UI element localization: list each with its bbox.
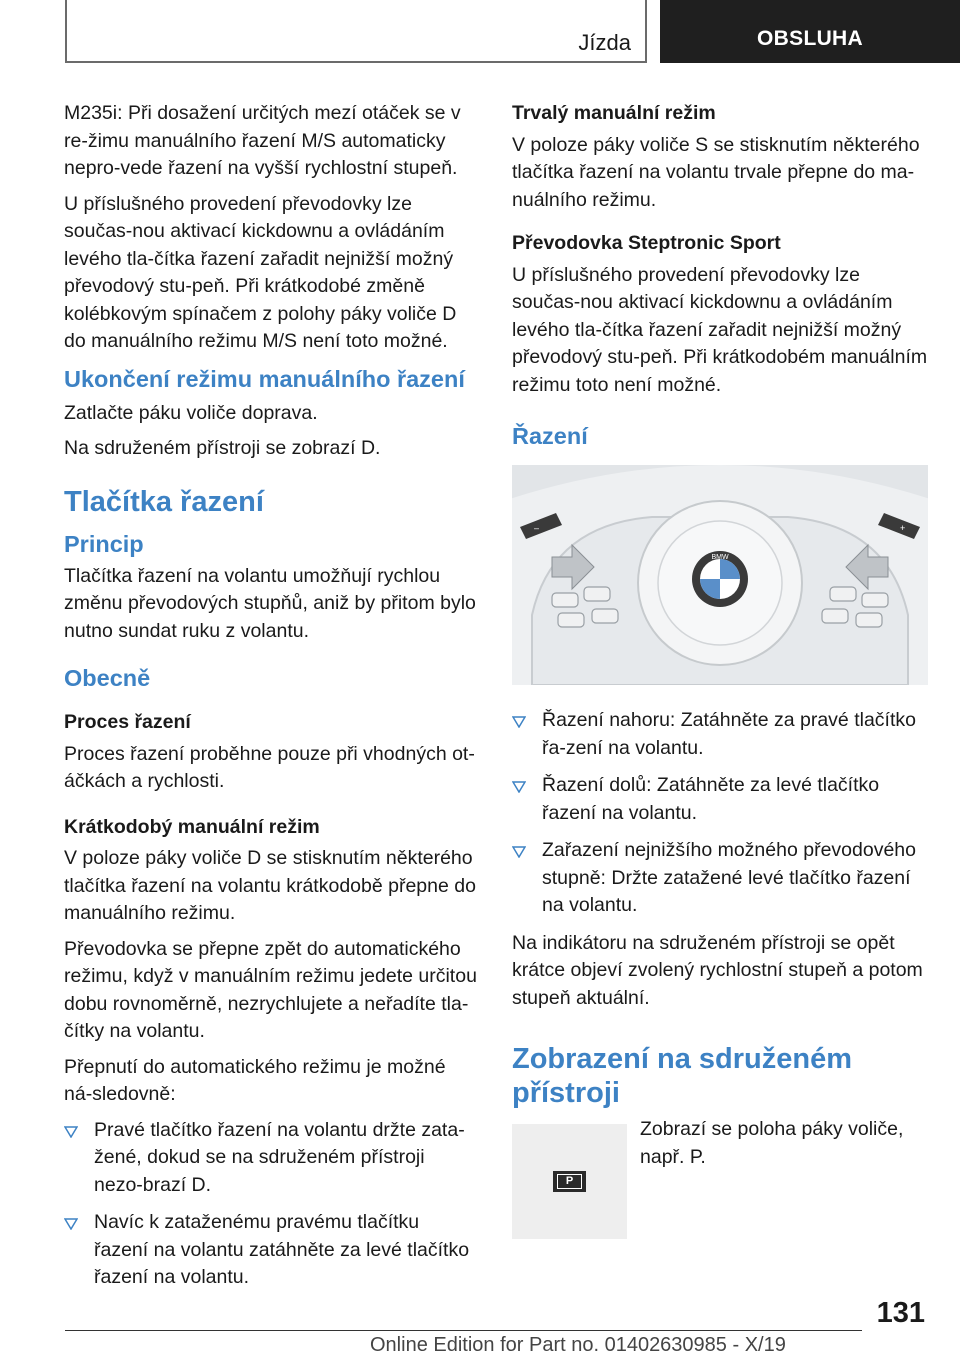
svg-text:BMW: BMW — [711, 554, 729, 561]
heading-permanent-manual: Trvalý manuální režim — [512, 102, 716, 124]
paragraph: V poloze páky voliče D se stisknutím některého tlačítka řazení na volantu krátkodobě přepne do manuálního režimu. — [64, 847, 476, 924]
heading-shift-process: Proces řazení — [64, 711, 191, 733]
steering-wheel-image — [512, 465, 928, 685]
paragraph: Tlačítka řazení na volantu umožňují rychlou změnu převodových stupňů, aniž by přitom bylo nutno sundat ruku z volantu. — [64, 564, 476, 642]
list-item-text: Zařazení nejnižšího možného převodového stupně: Držte zatažené levé tlačítko řazení na volantu. — [542, 839, 916, 916]
paragraph: U příslušného provedení převodovky lze součas-nou aktivací kickdownu a ovládáním levého tla-čítka řazení zařadit nejnižší možný převodový stu-peň. Při krátkodobém manuálním režimu toto není možné. — [512, 263, 928, 396]
triangle-bullet-icon — [64, 1218, 78, 1230]
paragraph: V poloze páky voliče S se stisknutím některého tlačítka řazení na volantu trvale přepne do ma-nuálního režimu. — [512, 133, 920, 211]
heading-temporary-manual: Krátkodobý manuální režim — [64, 815, 320, 838]
triangle-bullet-icon — [512, 846, 526, 858]
list-item-text: Řazení nahoru: Zatáhněte za pravé tlačítko řa-zení na volantu. — [542, 709, 916, 759]
paragraph: Převodovka se přepne zpět do automatického režimu, když v manuálním režimu jedete určitou dobu rovnoměrně, nezrychlujete a neřadíte tla-čítky na volantu. — [64, 937, 477, 1042]
bullet-list — [64, 1117, 478, 1292]
left-column — [64, 100, 478, 1302]
list-item-text: Navíc k zataženému pravému tlačítku řazení na volantu zatáhněte za levé tlačítko řazení na volantu. — [94, 1211, 470, 1288]
park-indicator-letter: P — [557, 1174, 582, 1189]
paragraph: M235i: Při dosažení určitých mezí otáček se v re-žimu manuálního řazení M/S automaticky nepro-vede řazení na vyšší rychlostní stupeň. — [64, 102, 461, 179]
list-item — [512, 837, 930, 920]
park-indicator-icon — [553, 1171, 586, 1192]
paragraph: Zobrazí se poloha páky voliče, např. P. — [640, 1118, 904, 1168]
display-info-row — [512, 1118, 930, 1239]
heading-steptronic-sport: Převodovka Steptronic Sport — [512, 232, 781, 254]
paragraph: U příslušného provedení převodovky lze součas-nou aktivací kickdownu a ovládáním levého tla-čítka řazení zařadit nejnižší možný převodový stu-peň. Při krátkodobé změně kolébkovým spínačem z polohy páky voliče D do manuálního režimu M/S není toto možné. — [64, 192, 457, 352]
footer-divider — [65, 1330, 862, 1331]
list-item-text: Pravé tlačítko řazení na volantu držte zata-žené, dokud se na sdruženém přístroji nezo-brazí D. — [94, 1118, 465, 1196]
heading-general: Obecně — [64, 665, 151, 691]
paragraph: Proces řazení proběhne pouze při vhodných ot-áčkách a rychlosti. — [64, 742, 475, 792]
paragraph: Přepnutí do automatického režimu je možné ná-sledovně: — [64, 1055, 446, 1105]
paragraph: Na sdruženém přístroji se zobrazí D. — [64, 437, 381, 459]
edition-note: Online Edition for Part no. 01402630985 - X/19 — [370, 1334, 786, 1356]
bullet-list — [512, 707, 930, 920]
heading-instrument-cluster-display: Zobrazení na sdruženém přístroji — [512, 1043, 853, 1109]
right-column — [512, 100, 930, 1239]
header-frame — [65, 0, 647, 63]
chapter-tab: OBSLUHA — [660, 0, 960, 63]
svg-text:+: + — [900, 523, 906, 533]
list-item — [512, 772, 930, 827]
svg-text:–: – — [534, 523, 540, 533]
heading-shifting: Řazení — [512, 423, 588, 449]
triangle-bullet-icon — [512, 716, 526, 728]
list-item — [512, 707, 930, 762]
heading-end-manual-mode: Ukončení režimu manuálního řazení — [64, 365, 465, 392]
triangle-bullet-icon — [64, 1126, 78, 1138]
instrument-cluster-thumbnail — [512, 1124, 627, 1239]
list-item — [64, 1209, 478, 1292]
heading-principle: Princip — [64, 530, 144, 557]
list-item — [64, 1117, 478, 1200]
page-number: 131 — [876, 1297, 925, 1329]
section-title: Jízda — [578, 30, 631, 55]
list-item-text: Řazení dolů: Zatáhněte za levé tlačítko řazení na volantu. — [542, 774, 880, 824]
triangle-bullet-icon — [512, 781, 526, 793]
paragraph: Na indikátoru na sdruženém přístroji se opět krátce objeví zvolený rychlostní stupeň a potom stupeň aktuální. — [512, 931, 923, 1009]
paragraph: Zatlačte páku voliče doprava. — [64, 401, 318, 424]
heading-shift-buttons: Tlačítka řazení — [64, 485, 264, 518]
